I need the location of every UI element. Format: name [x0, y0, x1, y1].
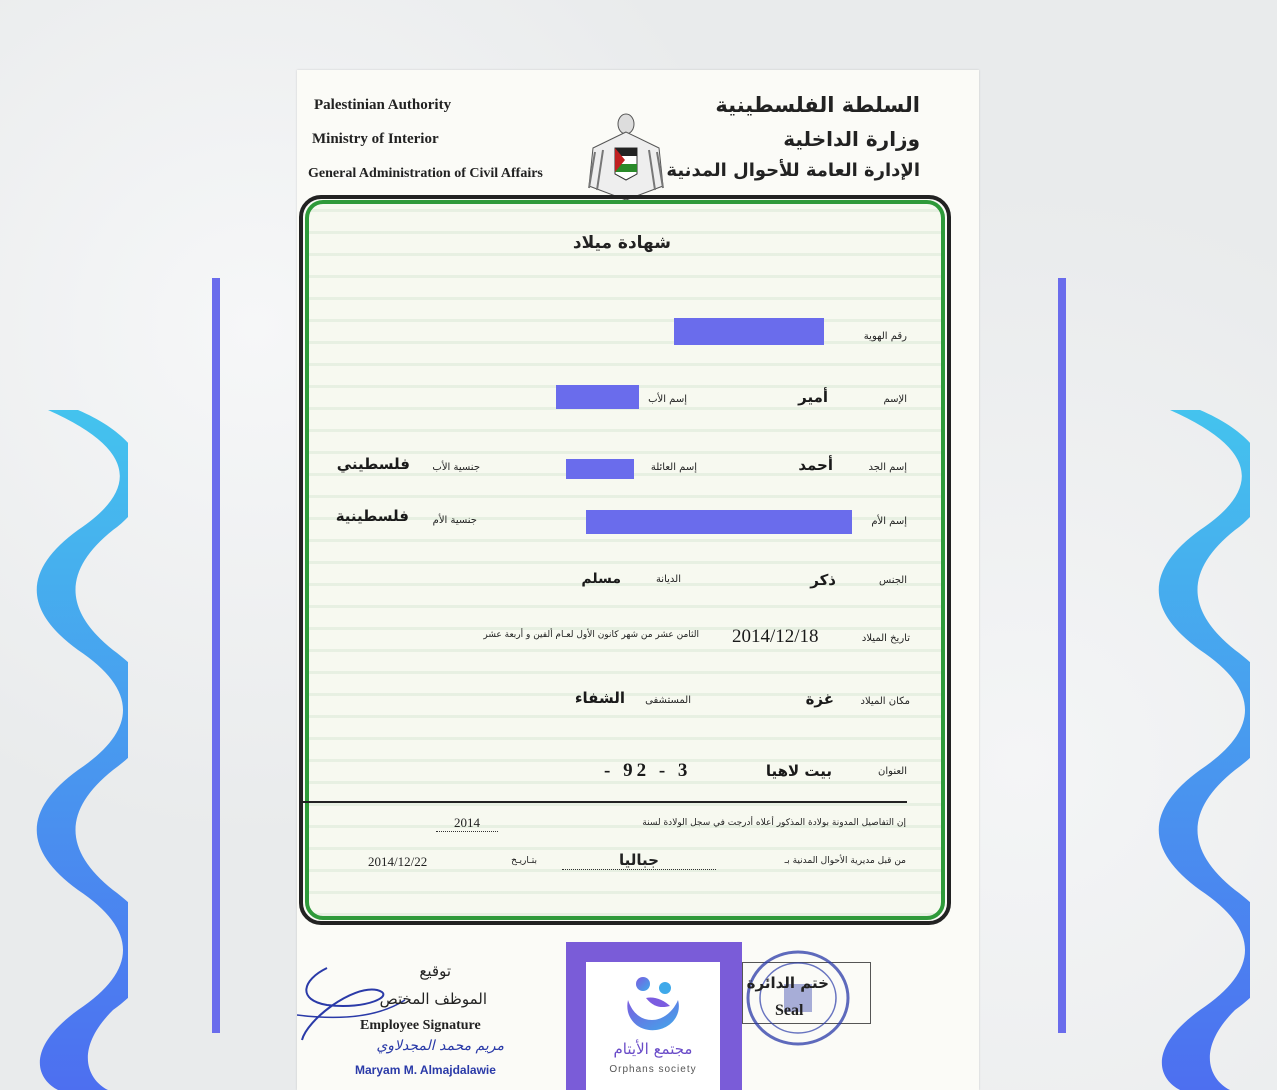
right-accent-bar [1058, 278, 1066, 1033]
dob-label: تاريخ الميلاد [861, 633, 910, 644]
footer-year: 2014 [436, 815, 498, 832]
certificate-divider [303, 801, 907, 803]
father-label: إسم الأب [648, 394, 687, 405]
header-ar-ministry: وزارة الداخلية [783, 127, 920, 151]
footer-registry-line: إن التفاصيل المدونة بولادة المذكور أعلاه أدرجت في سجل الولادة لسنة [642, 818, 906, 828]
mother-label: إسم الأم [871, 516, 907, 527]
header-en-administration: General Administration of Civil Affairs [308, 166, 543, 181]
signature-ar-sign: توقيع [419, 962, 451, 980]
official-stamp [744, 948, 852, 1048]
seal-ar-label: ختم الدائرة [746, 974, 829, 992]
address-value: بيت لاهيا [765, 762, 832, 780]
gender-value: ذكر [810, 571, 836, 589]
father-redaction [556, 385, 639, 409]
address-label: العنوان [878, 766, 907, 777]
id-label: رقم الهوية [863, 331, 907, 342]
mother-nationality-label: جنسية الأم [432, 515, 477, 526]
logo-text-en: Orphans society [609, 1064, 697, 1075]
dob-value: 2014/12/18 [732, 626, 819, 647]
right-wave-decoration [1150, 410, 1250, 1090]
gender-label: الجنس [878, 575, 907, 586]
header-ar-administration: الإدارة العامة للأحوال المدنية [666, 160, 920, 181]
birthplace-value: غزة [805, 690, 834, 708]
header-en-authority: Palestinian Authority [314, 97, 452, 113]
mother-nationality-value: فلسطينية [335, 507, 409, 525]
signature-name-ar: مريم محمد المجدلاوي [376, 1038, 504, 1054]
signature-en-employee: Employee Signature [360, 1018, 481, 1033]
father-nationality-value: فلسطيني [336, 455, 410, 473]
footer-office: جباليا [562, 851, 716, 870]
palestine-eagle-emblem [585, 108, 667, 204]
address-number: 3 - 92 - [604, 760, 692, 781]
certificate-title: شهادة ميلاد [572, 233, 671, 253]
father-nationality-label: جنسية الأب [432, 462, 480, 473]
family-redaction [566, 459, 634, 479]
header-en-ministry: Ministry of Interior [312, 131, 439, 147]
religion-value: مسلم [581, 571, 621, 587]
dob-words: الثامن عشر من شهر كانون الأول لعـام ألفين و أربعة عشر [483, 630, 699, 640]
signature-name-en: Maryam M. Almajdalawie [355, 1063, 496, 1077]
seal-en-label: Seal [775, 1002, 804, 1019]
grandfather-value: أحمد [798, 456, 833, 474]
name-label: الإسم [883, 394, 907, 405]
left-accent-bar [212, 278, 220, 1033]
header-ar-authority: السلطة الفلسطينية [715, 93, 920, 117]
logo-text-ar: مجتمع الأيتام [613, 1040, 693, 1058]
footer-directorate-line: من قبل مديرية الأحوال المدنية بـ [784, 856, 906, 866]
id-redaction [674, 318, 824, 345]
footer-date-value: 2014/12/22 [368, 854, 428, 869]
left-wave-decoration [28, 410, 128, 1090]
hospital-label: المستشفى [645, 695, 691, 706]
footer-date-label: بتـاريـخ [511, 856, 537, 866]
birthplace-label: مكان الميلاد [860, 696, 910, 707]
mother-redaction [586, 510, 852, 534]
religion-label: الديانة [655, 574, 681, 585]
signature-ar-employee: الموظف المختص [379, 990, 487, 1008]
family-label: إسم العائلة [650, 462, 697, 473]
name-value: أمير [798, 388, 828, 406]
hospital-value: الشفاء [574, 689, 625, 707]
grandfather-label: إسم الجد [868, 462, 907, 473]
orphans-society-icon [620, 970, 686, 1034]
certificate-inner-border [305, 200, 945, 920]
